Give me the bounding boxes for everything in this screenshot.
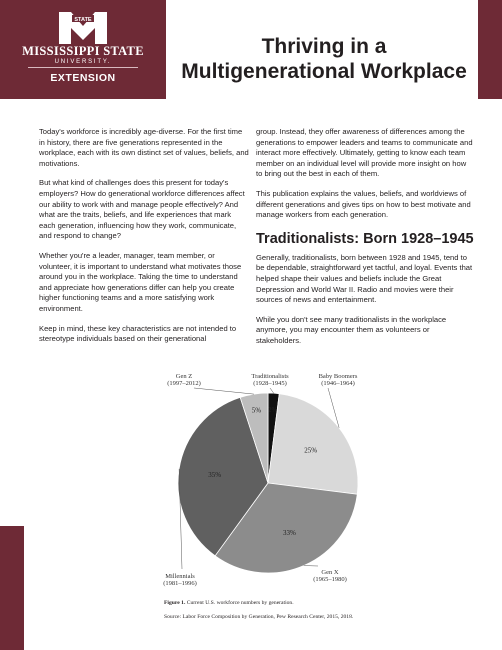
slice-name-label: Baby Boomers (1946–1964) [318,373,358,387]
slice-percent-label: 25% [304,446,318,455]
workforce-pie-chart [160,366,480,606]
logo-university-word: UNIVERSITY. [54,59,112,65]
title-line-2: Multigenerational Workplace [181,60,467,83]
slice-percent-label: 5% [251,406,262,415]
slice-percent-label: 35% [208,471,222,480]
figure-label: Figure 1. [164,600,186,606]
figure-source: Source: Labor Force Composition by Generation, Pew Research Center, 2015, 2018. [164,614,354,620]
slice-name-label: Millennials (1981–1996) [163,573,197,587]
figure-caption [164,599,474,607]
paragraph: group. Instead, they offer awareness of differences among the generations to empower leaders and teams to communicate and interact more effectively. Ultimately, getting to know each team member on an individual level will provide more insight on how to bring out the best in each of them. [256,127,473,179]
page-title [174,34,474,84]
slice-name-label: Gen Z (1997–2012) [167,373,201,387]
left-column [39,127,249,354]
logo-divider [28,67,138,68]
logo-state-text: STATE [74,16,92,23]
logo-block [0,0,166,99]
title-line-1: Thriving in a [261,35,387,58]
right-column [256,127,474,356]
header-accent-block [478,0,502,99]
slice-percent-label: 2% [267,405,278,414]
paragraph: Today's workforce is incredibly age-diverse. For the first time in history, there are five generations represented in the workplace, each with its own distinct set of values, beliefs, and motivations. [39,127,249,168]
paragraph: But what kind of challenges does this present for today's employers? How do generational workforce differences affect our ability to work with and manage people effectively? And what are the traits, beliefs, and life experiences that mark each generation, influencing how they work, communicate, and respond to change? [39,178,245,241]
section-heading: Traditionalists: Born 1928–1945 [256,230,474,247]
pie-slice-baby-boomers [268,394,358,495]
logo-university-name: MISSISSIPPI STATE [22,44,144,58]
slice-name-label: Traditionalists (1928–1945) [251,373,289,387]
slice-name-label: Gen X (1965–1980) [313,569,347,583]
paragraph: This publication explains the values, beliefs, and worldviews of different generations and gives tips on how to best motivate and manage workers from each generation. [256,188,471,220]
msu-m-logo-icon [57,10,109,46]
footer-accent-block [0,526,24,650]
paragraph: Generally, traditionalists, born between 1928 and 1945, tend to be dependable, straightforward yet tactful, and loyal. Events that helped shape their values and beliefs include the Great Depression and World War II. Radio and movies were their sources of news and entertainment. [256,252,473,305]
slice-percent-label: 33% [283,529,296,538]
paragraph: Whether you're a leader, manager, team member, or volunteer, it is important to understand what motivates those around you in the workplace. Taking the time to understand and appreciate how generations differ can help you create higher functioning teams and a more satisfying work environment. [39,250,242,313]
logo-extension: EXTENSION [50,72,116,84]
figure-text: Current U.S. workforce numbers by generation. [186,600,294,606]
paragraph: While you don't see many traditionalists in the workplace anymore, you may encounter them as volunteers or stakeholders. [256,314,447,345]
paragraph: Keep in mind, these key characteristics are not intended to stereotype individuals based on their generational [39,323,237,344]
leader-line [194,388,254,394]
leader-line [270,388,274,393]
